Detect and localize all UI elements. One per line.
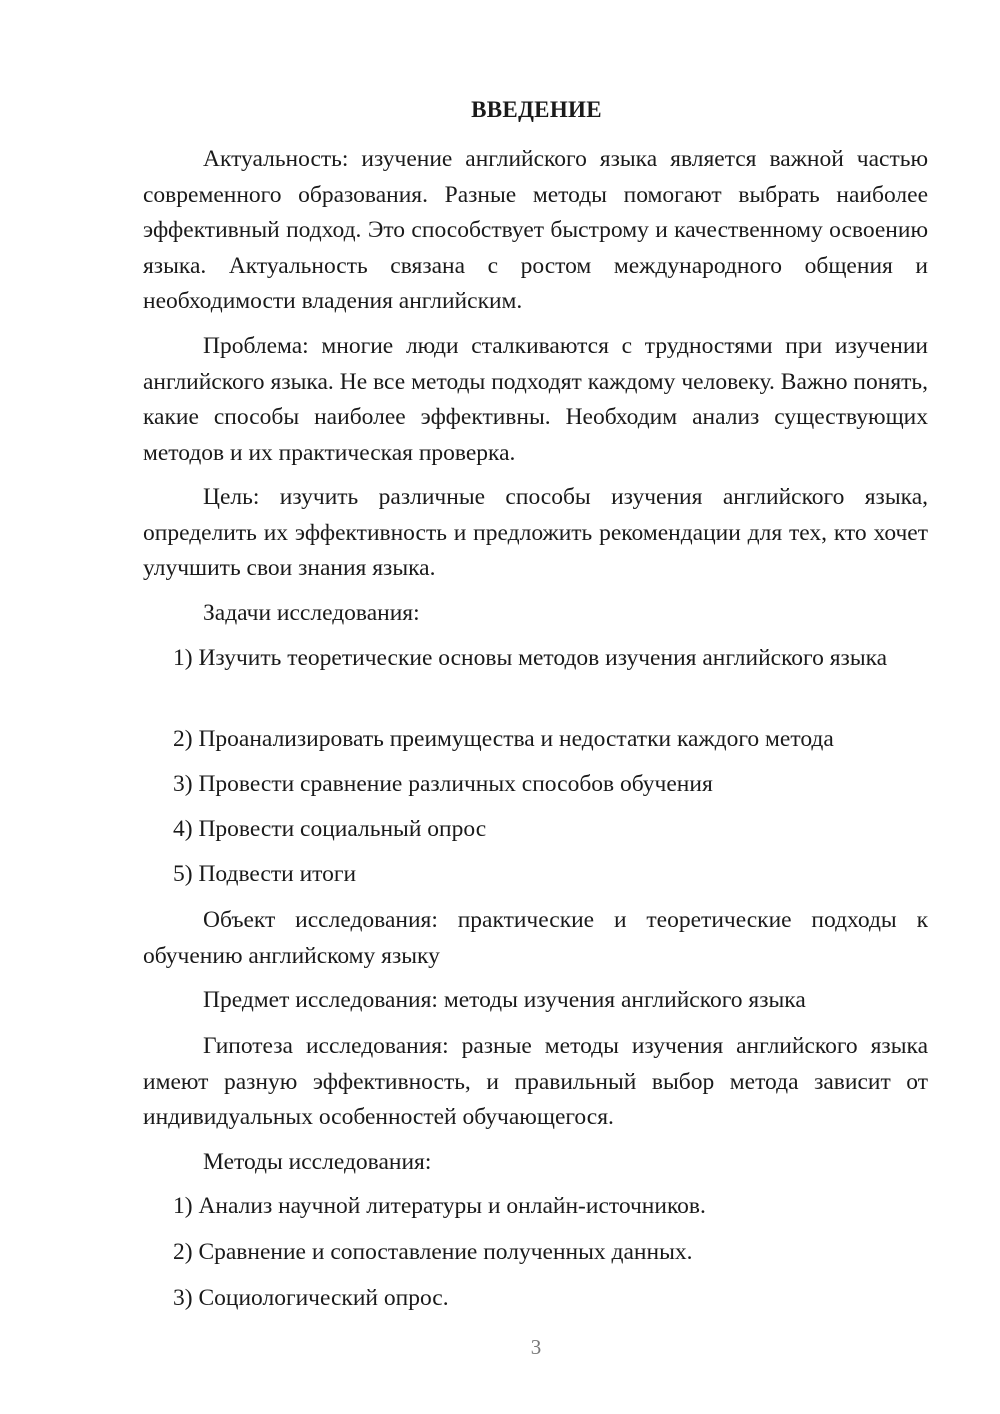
paragraph-goal: Цель: изучить различные способы изучения английского языка, определить их эффективность и предложить рекомендации для тех, кто хочет улучшить свои знания языка. [143,484,928,581]
paragraph-subject: Предмет исследования: методы изучения английского языка [203,987,806,1013]
method-item: 1) Анализ научной литературы и онлайн-источников. [173,1193,706,1219]
task-item: 3) Провести сравнение различных способов обучения [173,771,713,797]
paragraph-object: Объект исследования: практические и теоретические подходы к обучению английскому языку [143,907,928,969]
task-item: 1) Изучить теоретические основы методов изучения английского языка [173,645,888,671]
paragraph-relevance: Актуальность: изучение английского языка является важной частью современного образования. Разные методы помогают выбрать наиболее эффективный подход. Это способствует быстрому и качественному освоению языка. Актуальность связана с ростом международного общения и необходимости владения английским. [143,146,928,314]
methods-heading: Методы исследования: [203,1149,432,1175]
tasks-heading: Задачи исследования: [203,600,420,626]
task-item: 4) Провести социальный опрос [173,816,487,842]
method-item: 3) Социологический опрос. [173,1285,449,1311]
paragraph-hypothesis: Гипотеза исследования: разные методы изучения английского языка имеют разную эффективность, и правильный выбор метода зависит от индивидуальных особенностей обучающегося. [143,1033,928,1130]
page-number: 3 [530,1335,542,1359]
method-item: 2) Сравнение и сопоставление полученных данных. [173,1239,693,1265]
task-item: 2) Проанализировать преимущества и недостатки каждого метода [173,726,834,752]
section-title: ВВЕДЕНИЕ [471,97,602,122]
task-item: 5) Подвести итоги [173,861,357,887]
paragraph-problem: Проблема: многие люди сталкиваются с трудностями при изучении английского языка. Не все методы подходят каждому человеку. Важно понять, какие способы наиболее эффективны. Необходим анализ существующих методов и их практическая проверка. [143,333,928,466]
